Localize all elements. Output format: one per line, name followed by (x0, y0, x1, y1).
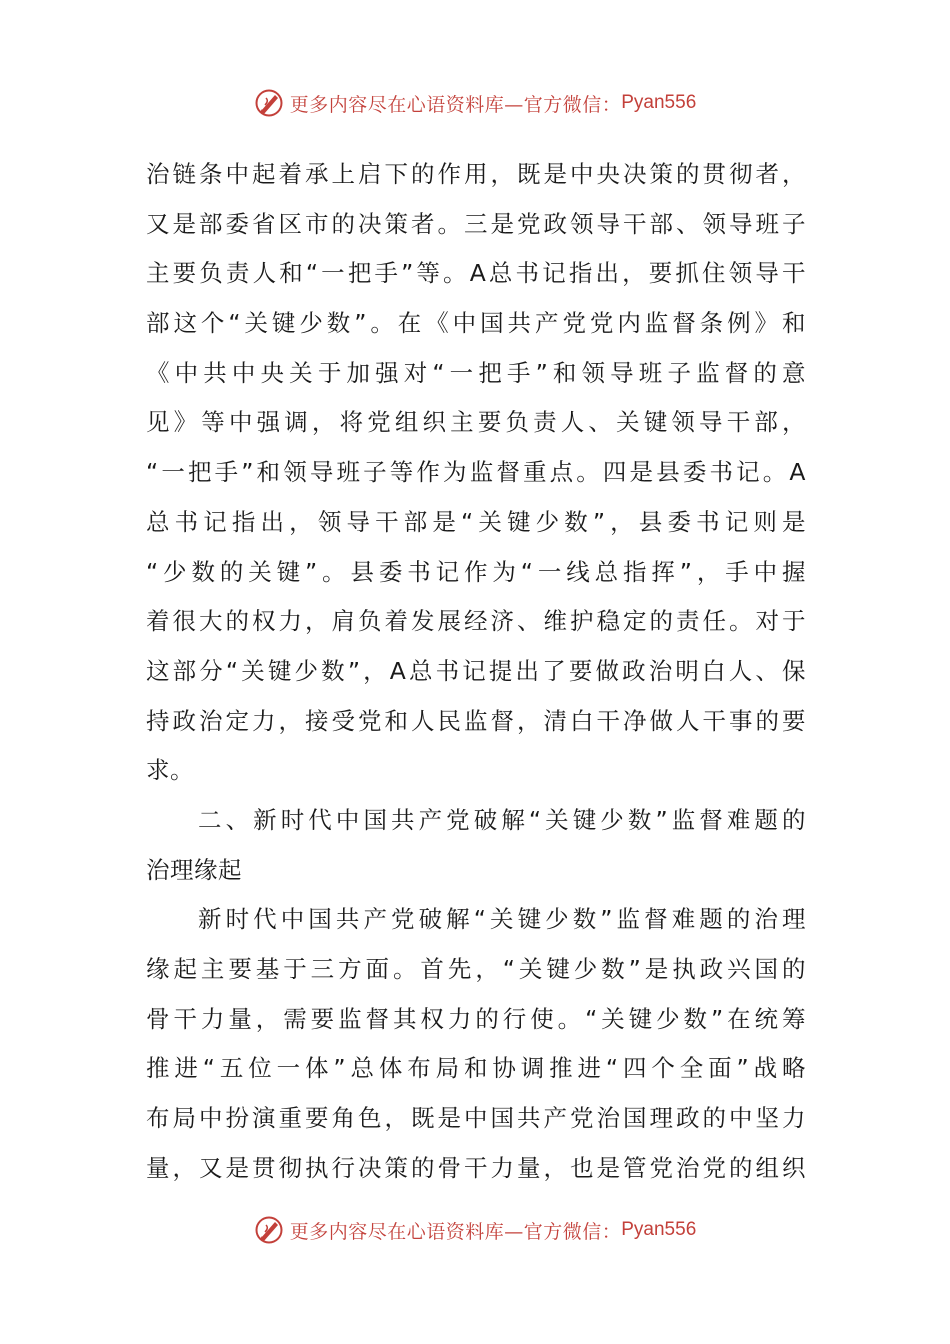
text-line: 《中共中央关于加强对“一把手”和领导班子监督的意 (146, 358, 806, 387)
text-line: 新时代中国共产党破解“关键少数”监督难题的治理 (198, 905, 806, 934)
text-line: 主要负责人和“一把手”等。A总书记指出，要抓住领导干 (146, 259, 806, 288)
text-line: 求。 (146, 756, 194, 785)
text-line: 治理缘起 (146, 855, 242, 884)
text-line: 持政治定力，接受党和人民监督，清白干净做人干事的要 (146, 706, 806, 735)
text-line: 总书记指出，领导干部是“关键少数”，县委书记则是 (146, 507, 806, 536)
text-line: “少数的关键”。县委书记作为“一线总指挥”，手中握 (146, 557, 806, 586)
text-line: 推进“五位一体”总体布局和协调推进“四个全面”战略 (146, 1054, 806, 1083)
watermark-wechat-id: Pyan556 (621, 92, 697, 113)
watermark-text: 更多内容尽在心语资料库—官方微信： (289, 93, 622, 116)
text-line: “一把手”和领导班子等作为监督重点。四是县委书记。A (146, 458, 806, 487)
pen-logo-icon (254, 88, 284, 118)
text-line: 着很大的权力，肩负着发展经济、维护稳定的责任。对于 (146, 607, 806, 636)
watermark-text: 更多内容尽在心语资料库—官方微信： (289, 1220, 622, 1243)
text-line: 二、新时代中国共产党破解“关键少数”监督难题的 (198, 805, 806, 834)
footer-watermark (0, 1213, 950, 1247)
text-line: 部这个“关键少数”。在《中国共产党党内监督条例》和 (146, 309, 806, 338)
header-watermark (0, 86, 950, 120)
pen-logo-icon (254, 1215, 284, 1245)
text-line: 骨干力量，需要监督其权力的行使。“关键少数”在统筹 (146, 1004, 806, 1033)
document-body (146, 150, 806, 1193)
text-line: 缘起主要基于三方面。首先，“关键少数”是执政兴国的 (146, 955, 806, 983)
text-line: 量，又是贯彻执行决策的骨干力量，也是管党治党的组织 (146, 1153, 806, 1182)
text-line: 治链条中起着承上启下的作用，既是中央决策的贯彻者， (146, 160, 806, 188)
text-line: 布局中扮演重要角色，既是中国共产党治国理政的中坚力 (146, 1104, 806, 1133)
text-line: 这部分“关键少数”，A总书记提出了要做政治明白人、保 (146, 656, 806, 685)
text-line: 见》等中强调，将党组织主要负责人、关键领导干部， (146, 408, 806, 437)
text-line: 又是部委省区市的决策者。三是党政领导干部、领导班子 (146, 209, 806, 238)
watermark-wechat-id: Pyan556 (621, 1219, 697, 1240)
